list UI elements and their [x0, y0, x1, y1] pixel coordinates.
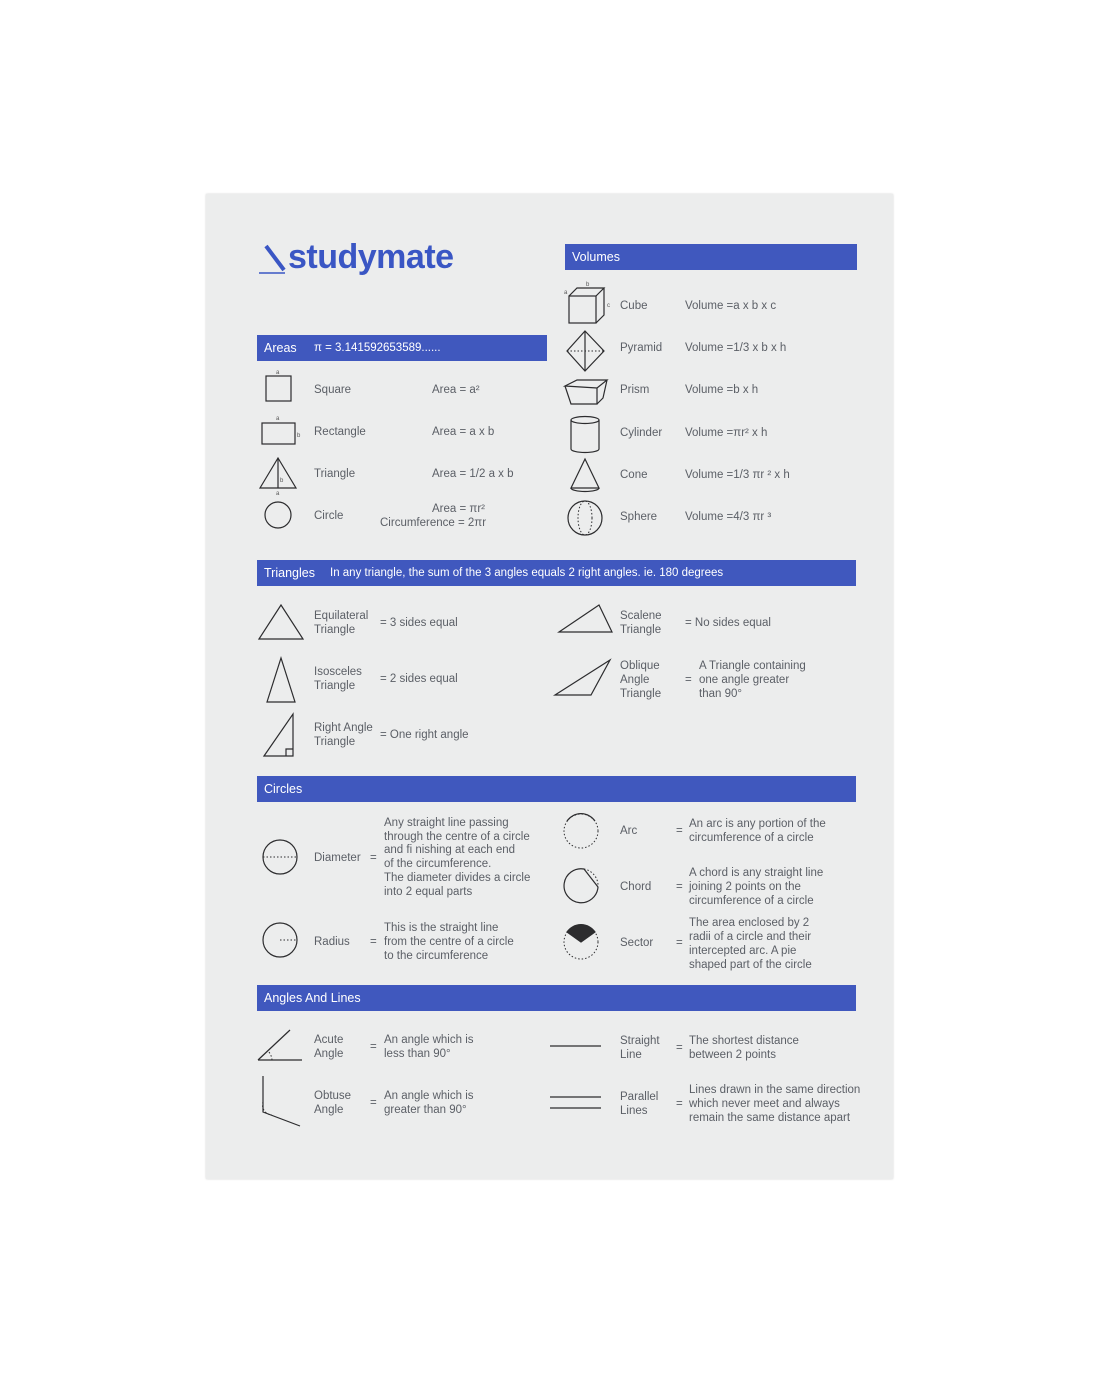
svg-text:a: a — [276, 491, 280, 497]
svg-text:c: c — [607, 303, 610, 309]
square-formula: Area = a² — [432, 384, 480, 396]
cone-formula: Volume =1/3 πr ² x h — [685, 469, 790, 481]
scalene-desc: = No sides equal — [685, 617, 771, 629]
cone-icon — [569, 457, 605, 495]
angles-header — [257, 985, 856, 1011]
radius-icon — [261, 921, 301, 959]
obtuse-eq: = — [370, 1097, 377, 1109]
prism-icon — [563, 378, 611, 408]
circle-circumference-formula: Circumference = 2πr — [380, 517, 487, 529]
cylinder-icon — [569, 415, 605, 455]
sphere-label: Sphere — [620, 511, 658, 523]
chord-desc: A chord is any straight line joining 2 points on the circumference of a circle — [689, 867, 824, 907]
square-label: Square — [314, 384, 352, 396]
parallel-lines-icon — [549, 1093, 603, 1113]
areas-header — [257, 335, 547, 361]
circle-area-formula: Area = πr² — [432, 503, 485, 515]
isosceles-label: Isosceles Triangle — [314, 666, 362, 692]
radius-desc: This is the straight line from the centre of a circle to the circumference — [384, 922, 514, 962]
acute-eq: = — [370, 1041, 377, 1053]
cone-label: Cone — [620, 469, 648, 481]
triangle-formula: Area = 1/2 a x b — [432, 468, 514, 480]
prism-formula: Volume =b x h — [685, 384, 759, 396]
straight-eq: = — [676, 1042, 683, 1054]
acute-angle-icon — [256, 1028, 304, 1064]
arc-icon — [562, 812, 602, 850]
diameter-label: Diameter — [314, 852, 361, 864]
obtuse-desc: An angle which is greater than 90° — [384, 1090, 474, 1116]
svg-text:b: b — [280, 478, 284, 484]
parallel-label: Parallel Lines — [620, 1091, 659, 1117]
sphere-icon — [567, 499, 605, 537]
oblique-eq: = — [685, 674, 692, 686]
rectangle-formula: Area = a x b — [432, 426, 495, 438]
pyramid-label: Pyramid — [620, 342, 663, 354]
right-angle-label: Right Angle Triangle — [314, 722, 373, 748]
triangle-icon — [258, 456, 300, 496]
straight-line-icon — [549, 1040, 603, 1050]
equilateral-triangle-icon — [257, 602, 307, 642]
triangle-label: Triangle — [314, 468, 356, 480]
sector-desc: The area enclosed by 2 radii of a circle and their intercepted arc. A pie shaped part of the circle — [689, 917, 812, 971]
sector-icon — [562, 923, 602, 961]
isosceles-desc: = 2 sides equal — [380, 673, 458, 685]
arc-eq: = — [676, 825, 683, 837]
cube-icon — [564, 282, 614, 328]
circles-header — [257, 776, 856, 802]
equilateral-desc: = 3 sides equal — [380, 617, 458, 629]
arc-label: Arc — [620, 825, 638, 837]
cube-formula: Volume =a x b x c — [685, 300, 777, 312]
right-angle-triangle-icon — [261, 711, 299, 759]
svg-text:b: b — [297, 433, 301, 439]
pyramid-icon — [565, 329, 607, 373]
obtuse-angle-icon — [258, 1074, 306, 1130]
cylinder-label: Cylinder — [620, 427, 663, 439]
pencil-logo-icon — [258, 244, 288, 274]
volumes-title: Volumes — [572, 250, 620, 264]
triangles-title: Triangles — [264, 566, 315, 580]
diameter-desc: Any straight line passing through the centre of a circle and fi nishing at each end of the circumference. The diameter divides a circle into 2 equal parts — [384, 817, 531, 898]
acute-desc: An angle which is less than 90° — [384, 1034, 474, 1060]
chord-icon — [562, 867, 602, 905]
angles-title: Angles And Lines — [264, 991, 361, 1005]
diameter-icon — [261, 838, 301, 876]
isosceles-triangle-icon — [264, 655, 300, 705]
circles-title: Circles — [264, 782, 303, 796]
radius-eq: = — [370, 936, 377, 948]
circle-label: Circle — [314, 510, 344, 522]
prism-label: Prism — [620, 384, 650, 396]
straight-label: Straight Line — [620, 1035, 660, 1061]
svg-text:a: a — [564, 290, 568, 296]
obtuse-label: Obtuse Angle — [314, 1090, 352, 1116]
parallel-desc: Lines drawn in the same direction which never meet and always remain the same distance apart — [689, 1084, 861, 1124]
parallel-eq: = — [676, 1098, 683, 1110]
cylinder-formula: Volume =πr² x h — [685, 427, 768, 439]
scalene-triangle-icon — [557, 602, 615, 634]
circle-icon — [263, 500, 295, 532]
right-angle-desc: = One right angle — [380, 729, 469, 741]
acute-label: Acute Angle — [314, 1034, 344, 1060]
sector-eq: = — [676, 937, 683, 949]
svg-text:a: a — [276, 416, 280, 422]
oblique-triangle-icon — [553, 657, 613, 697]
square-icon — [264, 370, 294, 404]
diameter-eq: = — [370, 852, 377, 864]
sphere-formula: Volume =4/3 πr ³ — [685, 511, 772, 523]
oblique-label: Oblique Angle Triangle — [620, 660, 662, 700]
radius-label: Radius — [314, 936, 350, 948]
brand-logo: studymate — [288, 238, 454, 276]
cube-label: Cube — [620, 300, 648, 312]
rectangle-label: Rectangle — [314, 426, 366, 438]
chord-eq: = — [676, 881, 683, 893]
chord-label: Chord — [620, 881, 652, 893]
areas-title: Areas — [264, 341, 297, 355]
sector-label: Sector — [620, 937, 654, 949]
triangles-header — [257, 560, 856, 586]
pyramid-formula: Volume =1/3 x b x h — [685, 342, 787, 354]
rectangle-icon — [260, 415, 304, 449]
equilateral-label: Equilateral Triangle — [314, 610, 369, 636]
svg-text:b: b — [586, 282, 590, 288]
straight-desc: The shortest distance between 2 points — [689, 1035, 799, 1061]
scalene-label: Scalene Triangle — [620, 610, 662, 636]
svg-text:a: a — [276, 370, 280, 376]
pi-value: π = 3.141592653589...... — [314, 342, 441, 354]
oblique-desc: A Triangle containing one angle greater than 90° — [699, 660, 806, 700]
arc-desc: An arc is any portion of the circumference of a circle — [689, 818, 826, 844]
triangles-subtitle: In any triangle, the sum of the 3 angles equals 2 right angles. ie. 180 degrees — [330, 567, 724, 579]
volumes-header — [565, 244, 857, 270]
